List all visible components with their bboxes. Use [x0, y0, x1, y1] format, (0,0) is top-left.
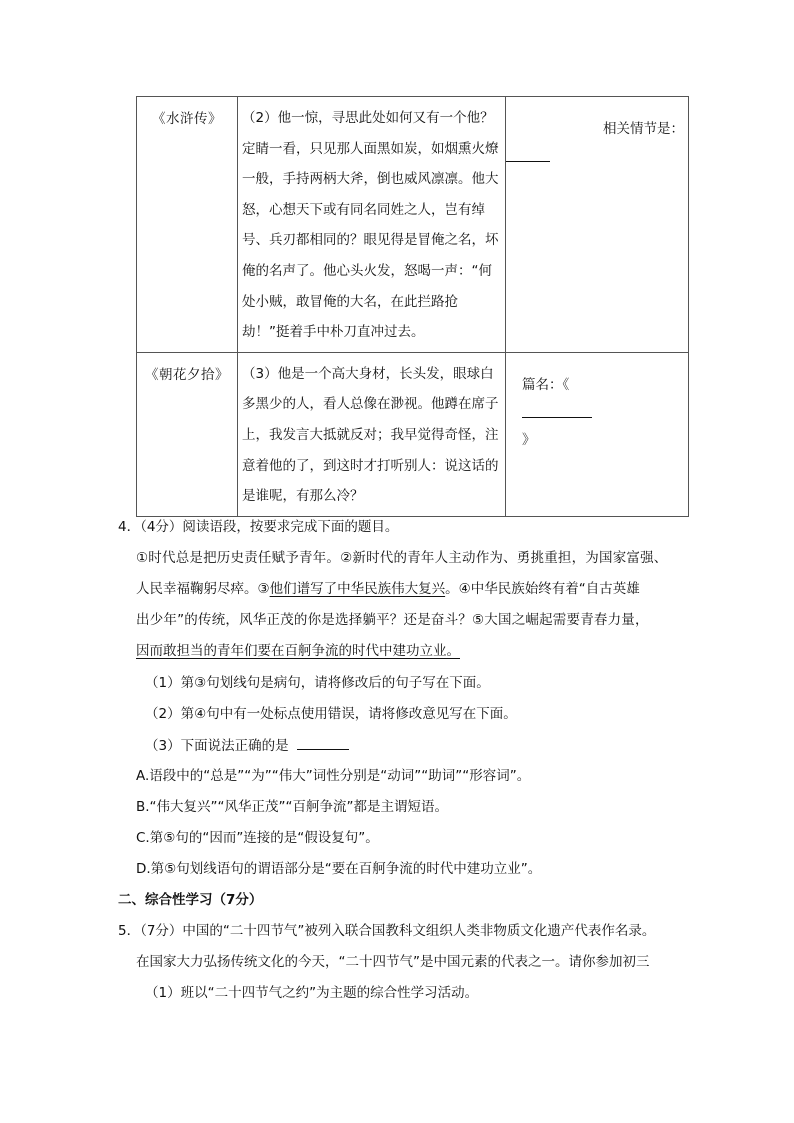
answer-prompt: 相关情节是： — [506, 97, 684, 162]
sub-question-1: （1）第③句划线句是病句，请将修改后的句子写在下面。 — [145, 675, 490, 691]
book-title-cell — [137, 352, 238, 516]
passage-cell: （2）他一惊，寻思此处如何又有一个他？定睛一看，只见那人面黑如炭，如烟熏火燎一般，手持两柄大斧，倒也威风凛凛。他大怒，心想天下或有同名同姓之人，岂有绰号、兵刃都相同的？眼见得是冒俺之名，坏俺的名声了。他心头火发，怒喝一声：“何处小贼，敢冒俺的大名，在此拦路抢劫！”挺着手中朴刀直冲过去。 — [238, 97, 506, 353]
option-d: D.第⑤句划线语句的谓语部分是“要在百舸争流的时代中建功立业”。 — [136, 861, 542, 877]
answer-prompt: 篇名：《 》 — [506, 353, 684, 448]
option-a: A.语段中的“总是”“为”“伟大”词性分别是“动词”“助词”“形容词”。 — [136, 768, 531, 784]
answer-blank[interactable] — [297, 735, 349, 750]
answer-blank[interactable] — [522, 393, 592, 418]
passage-cell: （3）他是一个高大身材，长头发，眼球白多黑少的人，看人总像在渺视。他蹲在席子上，我发言大抵就反对；我早觉得奇怪，注意着他的了，到这时才打听别人：说这话的是谁呢，有那么冷？ — [238, 352, 506, 516]
underlined-sentence: 他们谱写了中华民族伟大复兴 — [269, 581, 446, 597]
passage-line: 人民幸福鞠躬尽瘁。③他们谱写了中华民族伟大复兴。④中华民族始终有着“自古英雄 — [136, 581, 640, 597]
table-row — [137, 97, 689, 353]
book-title: 《水浒传》 — [152, 111, 222, 127]
literature-table — [136, 96, 689, 517]
section-title: 二、综合性学习（7分） — [118, 892, 263, 908]
question-5-line: 在国家大力弘扬传统文化的今天，“二十四节气”是中国元素的代表之一。请你参加初三 — [136, 954, 650, 970]
sub-question-2: （2）第④句中有一处标点使用错误，请将修改意见写在下面。 — [145, 706, 517, 722]
answer-cell — [506, 352, 689, 516]
book-title-cell — [137, 97, 238, 353]
option-b: B.“伟大复兴”“风华正茂”“百舸争流”都是主谓短语。 — [136, 799, 449, 815]
underlined-sentence: 因而敢担当的青年们要在百舸争流的时代中建功立业。 — [136, 643, 460, 659]
book-title: 《朝花夕拾》 — [145, 366, 229, 383]
option-c: C.第⑤句的“因而”连接的是“假设复句”。 — [136, 830, 379, 846]
passage-line: 出少年”的传统，风华正茂的你是选择躺平？还是奋斗？⑤大国之崛起需要青春力量， — [136, 612, 649, 628]
question-4-header: 4．（4分）阅读语段，按要求完成下面的题目。 — [118, 519, 399, 535]
sub-question-3: （3）下面说法正确的是 — [145, 735, 349, 756]
question-5-line: 5．（7分）中国的“二十四节气”被列入联合国教科文组织人类非物质文化遗产代表作名录。 — [118, 923, 656, 939]
question-5-line: （1）班以“二十四节气之约”为主题的综合性学习活动。 — [145, 985, 479, 1001]
passage-line: ①时代总是把历史责任赋予青年。②新时代的青年人主动作为、勇挑重担，为国家富强、 — [136, 550, 668, 566]
answer-blank[interactable] — [506, 137, 550, 162]
answer-cell — [506, 97, 689, 353]
table-row — [137, 352, 689, 516]
